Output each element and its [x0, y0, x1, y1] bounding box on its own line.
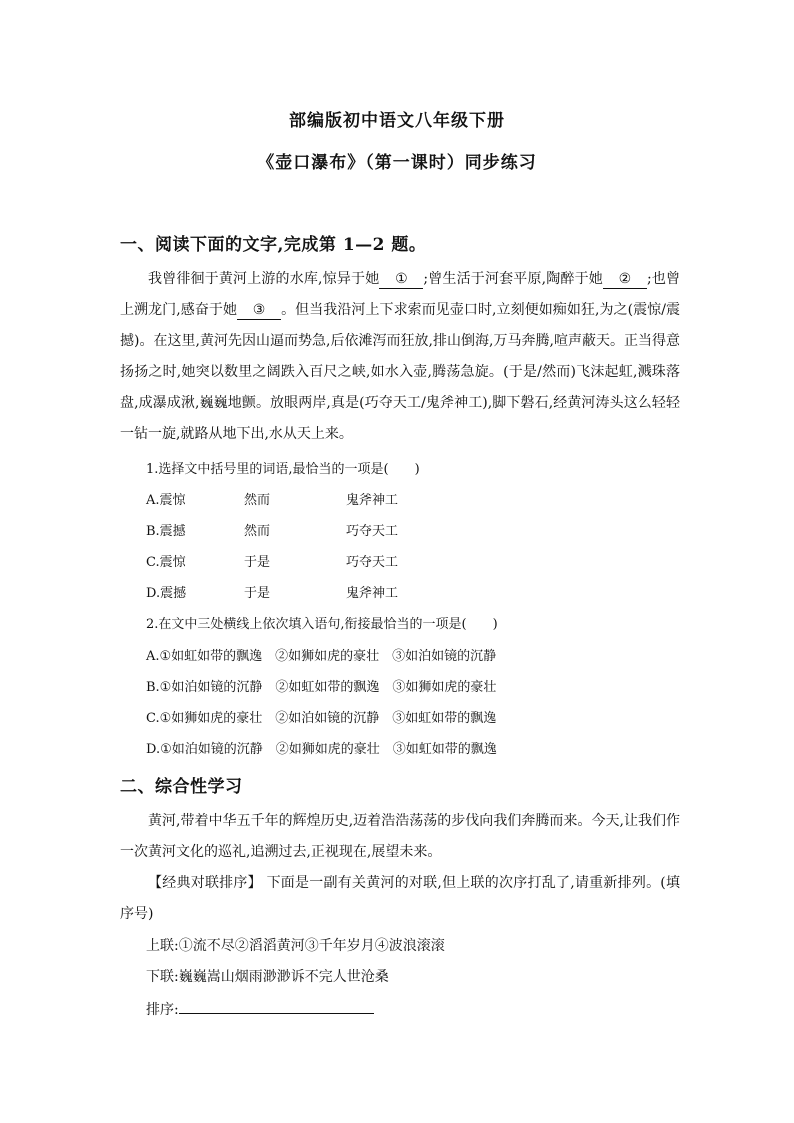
- option-label: D.震撼: [146, 586, 187, 601]
- blank-1: ①: [379, 270, 423, 289]
- blank-2: ②: [603, 270, 647, 289]
- answer-blank[interactable]: [179, 998, 374, 1014]
- upper-couplet: 上联:①流不尽②滔滔黄河③千年岁月④波浪滚滚: [146, 938, 445, 954]
- q2-option-c: C.①如狮如虎的豪壮 ②如泊如镜的沉静 ③如虹如带的飘逸: [146, 711, 497, 726]
- section-1-heading: 一、阅读下面的文字,完成第 1—2 题。: [120, 235, 427, 255]
- passage-text-4: 。但当我沿河上下求索而见壶口时,立刻便如痴如狂,为之(震惊/震撼)。在这里,黄河先因山逼而势急,后依滩泻而狂放,排山倒海,万马奔腾,喧声蔽天。正当得意扬扬之时,她突以数里之阔跌入百尺之峡,如水入壶,腾荡急旋。(于是/然而)飞沫起虹,溅珠落盘,成瀑成湫,巍巍地颤。放眼两岸,真是(巧夺天工/鬼斧神工),脚下磐石,经黄河涛头这么轻轻一钻一旋,就路从地下出,水从天上来。: [120, 302, 681, 442]
- document-title: 部编版初中语文八年级下册: [289, 111, 505, 131]
- section-2-heading: 二、综合性学习: [120, 777, 243, 797]
- passage-text-3: ;也曾上溯龙门,感奋于她: [120, 271, 681, 318]
- passage-text-1: 我曾徘徊于黄河上游的水库,惊异于她: [148, 271, 380, 287]
- option-label: A.震惊: [146, 493, 186, 508]
- option-word-3: 鬼斧神工: [346, 493, 399, 508]
- q2-option-b: B.①如泊如镜的沉静 ②如虹如带的飘逸 ③如狮如虎的豪壮: [146, 680, 497, 695]
- option-word-3: 鬼斧神工: [346, 586, 399, 601]
- option-word-2: 于是: [244, 555, 271, 570]
- section-2-intro: 黄河,带着中华五千年的辉煌历史,迈着浩浩荡荡的步伐向我们奔腾而来。今天,让我们作一次黄河文化的巡礼,追溯过去,正视现在,展望未来。: [120, 813, 680, 860]
- blank-3: ③: [237, 301, 281, 320]
- document-subtitle: 《壶口瀑布》（第一课时）同步练习: [257, 153, 537, 173]
- lower-couplet: 下联:巍巍嵩山烟雨渺渺诉不完人世沧桑: [146, 969, 389, 985]
- option-word-3: 巧夺天工: [346, 555, 399, 570]
- answer-label: 排序:: [146, 1002, 179, 1018]
- option-word-3: 巧夺天工: [346, 524, 399, 539]
- q2-option-d: D.①如泊如镜的沉静 ②如狮如虎的豪壮 ③如虹如带的飘逸: [146, 742, 497, 757]
- question-1-stem: 1.选择文中括号里的词语,最恰当的一项是( ): [146, 462, 420, 477]
- answer-line: [146, 998, 374, 1019]
- question-2-stem: 2.在文中三处横线上依次填入语句,衔接最恰当的一项是( ): [146, 617, 498, 632]
- option-label: C.震惊: [146, 555, 186, 570]
- option-word-2: 然而: [244, 524, 271, 539]
- option-label: B.震撼: [146, 524, 186, 539]
- passage-text-2: ;曾生活于河套平原,陶醉于她: [423, 271, 603, 287]
- option-word-2: 于是: [244, 586, 271, 601]
- q2-option-a: A.①如虹如带的飘逸 ②如狮如虎的豪壮 ③如泊如镜的沉静: [146, 649, 497, 664]
- option-word-2: 然而: [244, 493, 271, 508]
- couplet-task: 【经典对联排序】 下面是一副有关黄河的对联,但上联的次序打乱了,请重新排列。(填序号): [120, 875, 680, 922]
- reading-passage: [120, 264, 680, 450]
